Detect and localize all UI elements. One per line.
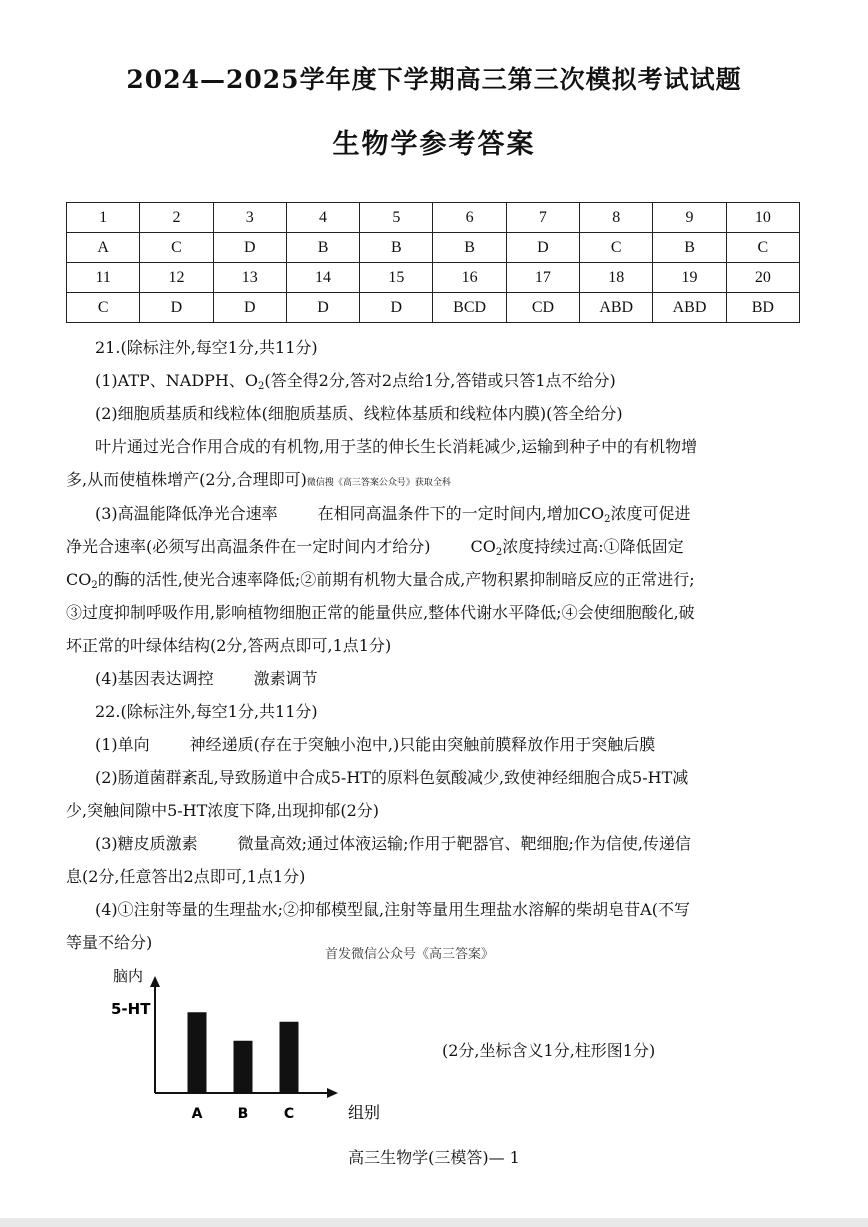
answer-cell: ABD bbox=[580, 293, 653, 323]
question-number-cell: 14 bbox=[286, 263, 359, 293]
q21-part3-line3-pre: CO bbox=[66, 570, 92, 589]
answer-cell: BD bbox=[726, 293, 799, 323]
q21-part3-line3 bbox=[66, 569, 695, 597]
q21-part3-line2 bbox=[66, 536, 684, 564]
q22-part4-line2: 等量不给分) bbox=[66, 933, 153, 952]
x-tick-label: B bbox=[237, 1106, 249, 1122]
page-bottom-edge bbox=[0, 1218, 868, 1227]
x-tick-label: A bbox=[191, 1106, 203, 1122]
q22-part3-line1 bbox=[95, 833, 691, 855]
q22-part1-answer-b: 神经递质(存在于突触小泡中,)只能由突触前膜释放作用于突触后膜 bbox=[189, 735, 656, 754]
question-number-cell: 6 bbox=[433, 203, 506, 233]
question-number-cell: 7 bbox=[506, 203, 579, 233]
answer-cell: BCD bbox=[433, 293, 506, 323]
q21-part2-explanation-text: 多,从而使植株增产(2分,合理即可) bbox=[66, 470, 307, 489]
subscript: 2 bbox=[258, 381, 265, 392]
answer-cell: B bbox=[360, 233, 433, 263]
q21-part3-answer-a: (3)高温能降低净光合速率 bbox=[95, 504, 278, 523]
q22-part1 bbox=[95, 734, 655, 756]
question-number-row bbox=[67, 263, 800, 293]
answer-table bbox=[66, 202, 800, 323]
y-axis-arrow bbox=[150, 976, 160, 987]
bar-B bbox=[234, 1041, 253, 1093]
subscript: 2 bbox=[604, 514, 611, 525]
answer-cell: ABD bbox=[653, 293, 726, 323]
question-number-cell: 19 bbox=[653, 263, 726, 293]
q22-part2-line2: 少,突触间隙中5-HT浓度下降,出现抑郁(2分) bbox=[66, 801, 380, 820]
q22-part4-line1: (4)①注射等量的生理盐水;②抑郁模型鼠,注射等量用生理盐水溶解的柴胡皂苷A(不写 bbox=[95, 900, 690, 919]
question-number-cell: 1 bbox=[67, 203, 140, 233]
answer-cell: B bbox=[433, 233, 506, 263]
q21-heading: 21.(除标注外,每空1分,共11分) bbox=[95, 338, 318, 357]
question-number-cell: 5 bbox=[360, 203, 433, 233]
question-number-row bbox=[67, 203, 800, 233]
q21-part3-line4: ③过度抑制呼吸作用,影响植物细胞正常的能量供应,整体代谢水平降低;④会使细胞酸化,破 bbox=[66, 603, 695, 622]
question-number-cell: 3 bbox=[213, 203, 286, 233]
q21-part4-answer-b: 激素调节 bbox=[253, 669, 318, 688]
q21-part3-answer-b: 在相同高温条件下的一定时间内,增加CO bbox=[317, 504, 605, 523]
answer-cell: B bbox=[286, 233, 359, 263]
q22-part3-answer-b: 微量高效;通过体液运输;作用于靶器官、靶细胞;作为信使,传递信 bbox=[237, 834, 691, 853]
page-title: 2024—2025学年度下学期高三第三次模拟考试试题 bbox=[126, 65, 742, 94]
question-number-cell: 11 bbox=[67, 263, 140, 293]
answer-cell: C bbox=[726, 233, 799, 263]
y-axis-label-line1: 脑内 bbox=[113, 967, 144, 985]
q22-heading: 22.(除标注外,每空1分,共11分) bbox=[95, 702, 318, 721]
question-number-cell: 4 bbox=[286, 203, 359, 233]
q21-part4 bbox=[95, 668, 318, 690]
page-footer: 高三生物学(三模答)— 1 bbox=[348, 1148, 520, 1167]
answer-row bbox=[67, 293, 800, 323]
subscript: 2 bbox=[91, 580, 98, 591]
q21-part4-answer-a: (4)基因表达调控 bbox=[95, 669, 214, 688]
q22-part3-line2: 息(2分,任意答出2点即可,1点1分) bbox=[66, 867, 306, 886]
q22-part2-line1: (2)肠道菌群紊乱,导致肠道中合成5-HT的原料色氨酸减少,致使神经细胞合成5-HT减 bbox=[95, 768, 689, 787]
answer-cell: C bbox=[580, 233, 653, 263]
bar-chart bbox=[100, 960, 400, 1130]
x-axis-label: 组别 bbox=[348, 1103, 381, 1122]
question-number-cell: 17 bbox=[506, 263, 579, 293]
q21-part3-line3-text: 的酶的活性,使光合速率降低;②前期有机物大量合成,产物积累抑制暗反应的正常进行; bbox=[97, 570, 695, 589]
watermark-text: 首发微信公众号《高三答案》 bbox=[325, 947, 495, 962]
answer-cell: C bbox=[140, 233, 213, 263]
q21-part2: (2)细胞质基质和线粒体(细胞质基质、线粒体基质和线粒体内膜)(答全给分) bbox=[95, 404, 623, 423]
x-axis-arrow bbox=[327, 1088, 338, 1098]
q21-part1-note: (答全得2分,答对2点给1分,答错或只答1点不给分) bbox=[264, 371, 616, 390]
question-number-cell: 20 bbox=[726, 263, 799, 293]
answer-row bbox=[67, 233, 800, 263]
q21-part2-explanation-line2 bbox=[66, 469, 451, 494]
answer-cell: D bbox=[360, 293, 433, 323]
subscript: 2 bbox=[495, 547, 503, 558]
answer-cell: A bbox=[67, 233, 140, 263]
q21-part2-explanation-line1: 叶片通过光合作用合成的有机物,用于茎的伸长生长消耗减少,运输到种子中的有机物增 bbox=[95, 437, 698, 456]
question-number-cell: 16 bbox=[433, 263, 506, 293]
bar-A bbox=[188, 1012, 207, 1093]
q21-part1 bbox=[95, 370, 616, 398]
watermark-text: 微信搜《高三答案公众号》获取全科 bbox=[306, 478, 451, 488]
answer-cell: D bbox=[506, 233, 579, 263]
q21-part3-line2-a: 净光合速率(必须写出高温条件在一定时间内才给分) bbox=[66, 537, 431, 556]
q21-part3-line1 bbox=[95, 503, 691, 531]
chart-scoring-note: (2分,坐标含义1分,柱形图1分) bbox=[442, 1041, 656, 1060]
question-number-cell: 13 bbox=[213, 263, 286, 293]
answer-cell: D bbox=[213, 233, 286, 263]
question-number-cell: 9 bbox=[653, 203, 726, 233]
q22-part3-answer-a: (3)糖皮质激素 bbox=[95, 834, 198, 853]
page-subtitle: 生物学参考答案 bbox=[332, 129, 536, 160]
question-number-cell: 18 bbox=[580, 263, 653, 293]
answer-cell: D bbox=[286, 293, 359, 323]
question-number-cell: 8 bbox=[580, 203, 653, 233]
answer-cell: B bbox=[653, 233, 726, 263]
x-tick-label: C bbox=[283, 1106, 295, 1122]
q21-part3-line5: 坏正常的叶绿体结构(2分,答两点即可,1点1分) bbox=[66, 636, 392, 655]
q21-part1-text: (1)ATP、NADPH、O bbox=[95, 371, 259, 390]
question-number-cell: 10 bbox=[726, 203, 799, 233]
question-number-cell: 2 bbox=[140, 203, 213, 233]
q21-part3-line2-b-cont: 浓度持续过高:①降低固定 bbox=[502, 537, 684, 556]
question-number-cell: 12 bbox=[140, 263, 213, 293]
bar-C bbox=[280, 1022, 299, 1093]
question-number-cell: 15 bbox=[360, 263, 433, 293]
y-axis-label-line2: 5-HT bbox=[111, 1000, 151, 1018]
q22-part1-answer-a: (1)单向 bbox=[95, 735, 150, 754]
answer-cell: D bbox=[140, 293, 213, 323]
answer-cell: CD bbox=[506, 293, 579, 323]
answer-cell: C bbox=[67, 293, 140, 323]
answer-cell: D bbox=[213, 293, 286, 323]
q21-part3-answer-b-cont: 浓度可促进 bbox=[610, 504, 691, 523]
q21-part3-line2-b: CO bbox=[470, 537, 496, 556]
